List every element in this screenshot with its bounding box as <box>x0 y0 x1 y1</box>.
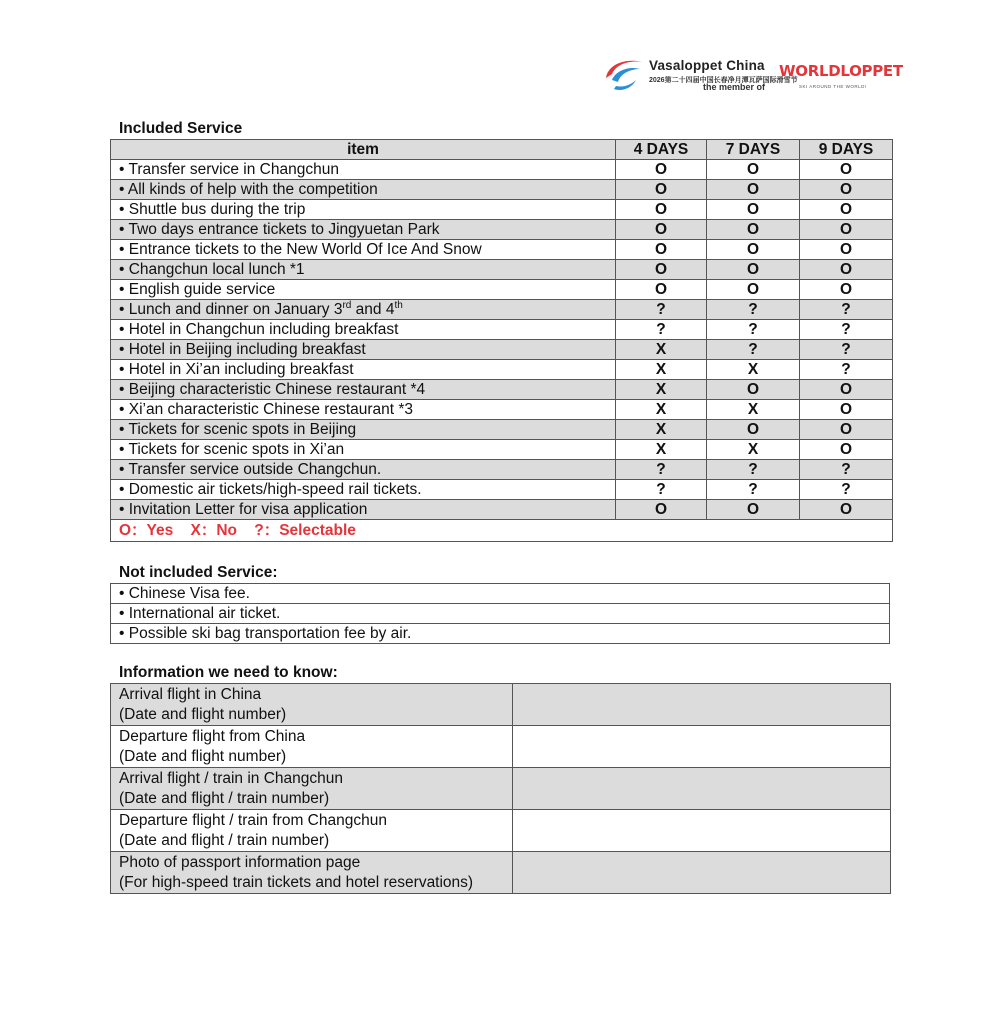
info-label-line2: (Date and flight / train number) <box>119 789 330 807</box>
service-row <box>111 400 893 420</box>
mark-9-days: ? <box>800 300 893 320</box>
service-row <box>111 320 893 340</box>
mark-9-days: O <box>800 240 893 260</box>
service-item: • English guide service <box>111 280 616 300</box>
info-label-line1: Departure flight from China <box>119 728 306 745</box>
mark-4-days: O <box>616 200 707 220</box>
mark-9-days: O <box>800 400 893 420</box>
service-item-text: and 4 <box>351 301 395 318</box>
mark-9-days: ? <box>800 340 893 360</box>
included-service-table <box>110 139 893 542</box>
not-included-table <box>110 583 890 644</box>
mark-7-days: ? <box>707 340 800 360</box>
legend: O：Yes X：No ?：Selectable <box>111 520 893 542</box>
info-label-line2: (For high-speed train tickets and hotel reservations) <box>119 873 474 891</box>
mark-4-days: ? <box>616 320 707 340</box>
mark-9-days: ? <box>800 460 893 480</box>
header-item: item <box>111 140 616 160</box>
mark-4-days: O <box>616 180 707 200</box>
service-item: • Hotel in Xi’an including breakfast <box>111 360 616 380</box>
service-item: • Tickets for scenic spots in Xi’an <box>111 440 616 460</box>
mark-7-days: ? <box>707 300 800 320</box>
service-row <box>111 340 893 360</box>
info-label-line2: (Date and flight number) <box>119 747 287 765</box>
included-service-title: Included Service <box>119 120 243 137</box>
mark-4-days: O <box>616 220 707 240</box>
mark-7-days: O <box>707 220 800 240</box>
mark-4-days: O <box>616 260 707 280</box>
service-row <box>111 500 893 520</box>
info-label <box>111 726 513 768</box>
mark-9-days: O <box>800 220 893 240</box>
service-item: • Xi’an characteristic Chinese restaurant *3 <box>111 400 616 420</box>
info-label-line1: Arrival flight / train in Changchun <box>119 770 344 787</box>
not-included-title: Not included Service: <box>119 564 278 581</box>
service-row <box>111 280 893 300</box>
service-row <box>111 220 893 240</box>
mark-9-days: O <box>800 180 893 200</box>
superscript: rd <box>342 299 352 311</box>
service-row <box>111 260 893 280</box>
info-label-line1: Arrival flight in China <box>119 686 262 703</box>
service-item: • Two days entrance tickets to Jingyuetan Park <box>111 220 616 240</box>
info-value-field[interactable] <box>513 768 891 810</box>
service-item: • Tickets for scenic spots in Beijing <box>111 420 616 440</box>
mark-4-days: X <box>616 440 707 460</box>
info-title: Information we need to know: <box>119 664 338 681</box>
mark-7-days: O <box>707 380 800 400</box>
info-value-field[interactable] <box>513 726 891 768</box>
service-row <box>111 300 893 320</box>
service-row <box>111 380 893 400</box>
mark-7-days: O <box>707 260 800 280</box>
mark-4-days: X <box>616 360 707 380</box>
header-9-days: 9 DAYS <box>800 140 893 160</box>
mark-7-days: ? <box>707 460 800 480</box>
mark-7-days: O <box>707 240 800 260</box>
mark-7-days: X <box>707 440 800 460</box>
info-label-line2: (Date and flight number) <box>119 705 287 723</box>
mark-9-days: O <box>800 200 893 220</box>
info-label-line1: Departure flight / train from Changchun <box>119 812 387 829</box>
header-7-days: 7 DAYS <box>707 140 800 160</box>
mark-9-days: ? <box>800 320 893 340</box>
service-row <box>111 160 893 180</box>
mark-9-days: O <box>800 420 893 440</box>
service-item: • Hotel in Changchun including breakfast <box>111 320 616 340</box>
service-item: • Changchun local lunch *1 <box>111 260 616 280</box>
mark-7-days: ? <box>707 320 800 340</box>
mark-4-days: O <box>616 280 707 300</box>
mark-9-days: O <box>800 440 893 460</box>
mark-9-days: O <box>800 260 893 280</box>
mark-4-days: ? <box>616 480 707 500</box>
service-item: • Invitation Letter for visa application <box>111 500 616 520</box>
worldloppet-logo: WORLDLOPPET <box>779 62 903 80</box>
info-label <box>111 810 513 852</box>
mark-7-days: O <box>707 200 800 220</box>
mark-7-days: O <box>707 280 800 300</box>
mark-9-days: O <box>800 380 893 400</box>
service-item: • Domestic air tickets/high-speed rail tickets. <box>111 480 616 500</box>
service-row <box>111 240 893 260</box>
brand-subtitle: 2026第二十四届中国长春净月潭瓦萨国际滑雪节 <box>649 77 798 84</box>
service-item: • Transfer service in Changchun <box>111 160 616 180</box>
mark-7-days: O <box>707 160 800 180</box>
info-label <box>111 852 513 894</box>
mark-7-days: X <box>707 360 800 380</box>
info-label <box>111 684 513 726</box>
service-item: • Transfer service outside Changchun. <box>111 460 616 480</box>
mark-4-days: X <box>616 380 707 400</box>
service-row <box>111 440 893 460</box>
service-row <box>111 460 893 480</box>
mark-9-days: ? <box>800 480 893 500</box>
not-included-row: • International air ticket. <box>111 604 890 624</box>
service-row <box>111 480 893 500</box>
mark-4-days: ? <box>616 300 707 320</box>
brand-name: Vasaloppet China <box>649 58 765 73</box>
mark-4-days: O <box>616 500 707 520</box>
service-row <box>111 420 893 440</box>
worldloppet-tagline: SKI AROUND THE WORLD! <box>799 84 867 89</box>
not-included-row: • Chinese Visa fee. <box>111 584 890 604</box>
service-item: • All kinds of help with the competition <box>111 180 616 200</box>
info-label <box>111 768 513 810</box>
member-of-text: the member of <box>703 82 766 92</box>
mark-4-days: X <box>616 400 707 420</box>
mark-9-days: ? <box>800 360 893 380</box>
mark-4-days: X <box>616 340 707 360</box>
mark-9-days: O <box>800 160 893 180</box>
vasaloppet-swoosh-icon <box>602 56 646 92</box>
info-value-field[interactable] <box>513 852 891 894</box>
info-table <box>110 683 891 894</box>
service-item: • Hotel in Beijing including breakfast <box>111 340 616 360</box>
mark-7-days: O <box>707 180 800 200</box>
superscript: th <box>394 299 403 311</box>
mark-7-days: O <box>707 420 800 440</box>
service-item: • Entrance tickets to the New World Of Ice And Snow <box>111 240 616 260</box>
not-included-row: • Possible ski bag transportation fee by air. <box>111 624 890 644</box>
mark-4-days: O <box>616 240 707 260</box>
mark-4-days: O <box>616 160 707 180</box>
mark-7-days: O <box>707 500 800 520</box>
header-4-days: 4 DAYS <box>616 140 707 160</box>
service-item-text: • Lunch and dinner on January 3 <box>119 301 343 318</box>
mark-9-days: O <box>800 280 893 300</box>
info-label-line2: (Date and flight / train number) <box>119 831 330 849</box>
mark-9-days: O <box>800 500 893 520</box>
service-item: • Shuttle bus during the trip <box>111 200 616 220</box>
mark-4-days: ? <box>616 460 707 480</box>
service-row <box>111 360 893 380</box>
mark-7-days: X <box>707 400 800 420</box>
info-label-line1: Photo of passport information page <box>119 854 361 871</box>
vasaloppet-logo <box>602 56 903 96</box>
service-item <box>111 300 616 320</box>
info-value-field[interactable] <box>513 684 891 726</box>
mark-7-days: ? <box>707 480 800 500</box>
service-row <box>111 180 893 200</box>
mark-4-days: X <box>616 420 707 440</box>
info-value-field[interactable] <box>513 810 891 852</box>
service-item: • Beijing characteristic Chinese restaurant *4 <box>111 380 616 400</box>
service-row <box>111 200 893 220</box>
